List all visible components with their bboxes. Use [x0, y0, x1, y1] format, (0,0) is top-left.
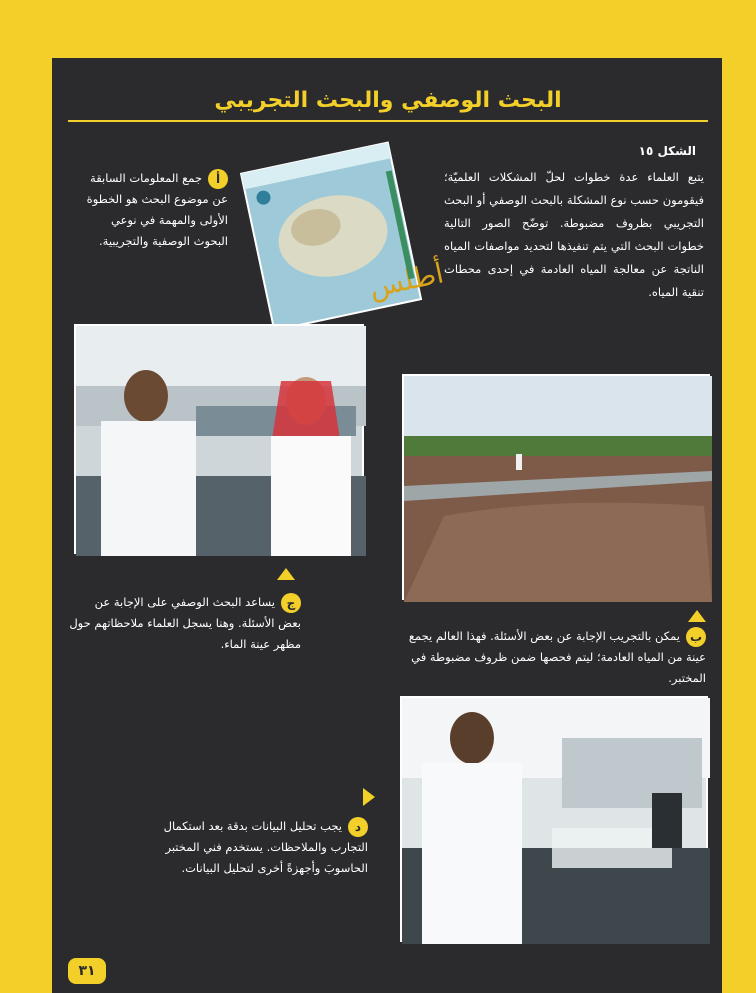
book-cover-title: أطلس: [366, 256, 447, 305]
badge-b: ب: [686, 627, 706, 647]
page-number: ٣١: [68, 958, 106, 984]
page-title: البحث الوصفي والبحث التجريبي: [214, 88, 562, 113]
treatment-plant-photo: [402, 374, 710, 600]
item-b-pointer-icon: [688, 610, 706, 622]
lab-discussion-photo: [74, 324, 364, 554]
intro-paragraph: يتبع العلماء عدة خطوات لحلّ المشكلات العلميّة؛ فيقومون حسب نوع المشكلة بالبحث الوصفي أو البحث التجريبي بظروف مضبوطة. توضّح الصور التالية خطوات البحث التي يتم تنفيذها لتحديد مواصفات المياه الناتجة عن معالجة المياه العادمة في إحدى محطات تنقية المياه.: [444, 170, 704, 299]
badge-a: أ: [208, 169, 228, 189]
title-bar: [68, 86, 708, 122]
item-b-text: يمكن بالتجريب الإجابة عن بعض الأسئلة. فهذا العالم يجمع عينة من المياه العادمة؛ ليتم فحصها ضمن ظروف مضبوطة في المختبر.: [408, 629, 706, 685]
figure-label: الشكل ١٥: [638, 144, 696, 158]
book-cover-image: [238, 144, 447, 328]
badge-c: ج: [281, 593, 301, 613]
book-cover-svg: [238, 144, 447, 328]
item-d-text: يجب تحليل البيانات بدقة بعد استكمال التجارب والملاحظات. يستخدم فني المختبر الحاسوبَ وأجهزةً أخرى لتحليل البيانات.: [163, 819, 368, 875]
badge-d: د: [348, 817, 368, 837]
data-analysis-svg: [402, 698, 710, 944]
item-c-pointer-icon: [277, 568, 295, 580]
treatment-plant-svg: [404, 376, 712, 602]
data-analysis-photo: [400, 696, 708, 942]
item-a: [78, 168, 228, 252]
item-d-pointer-icon: [363, 788, 375, 806]
lab-discussion-svg: [76, 326, 366, 556]
item-b: [386, 626, 706, 689]
item-c: [69, 592, 301, 655]
item-c-text: يساعد البحث الوصفي على الإجابة عن بعض الأسئلة. وهنا يسجل العلماء ملاحظاتهم حول مظهر عينة الماء.: [69, 595, 301, 651]
item-d: [143, 816, 368, 879]
item-a-text: جمع المعلومات السابقة عن موضوع البحث هو الخطوة الأولى والمهمة في نوعي البحوث الوصفية والتجريبية.: [86, 171, 228, 248]
